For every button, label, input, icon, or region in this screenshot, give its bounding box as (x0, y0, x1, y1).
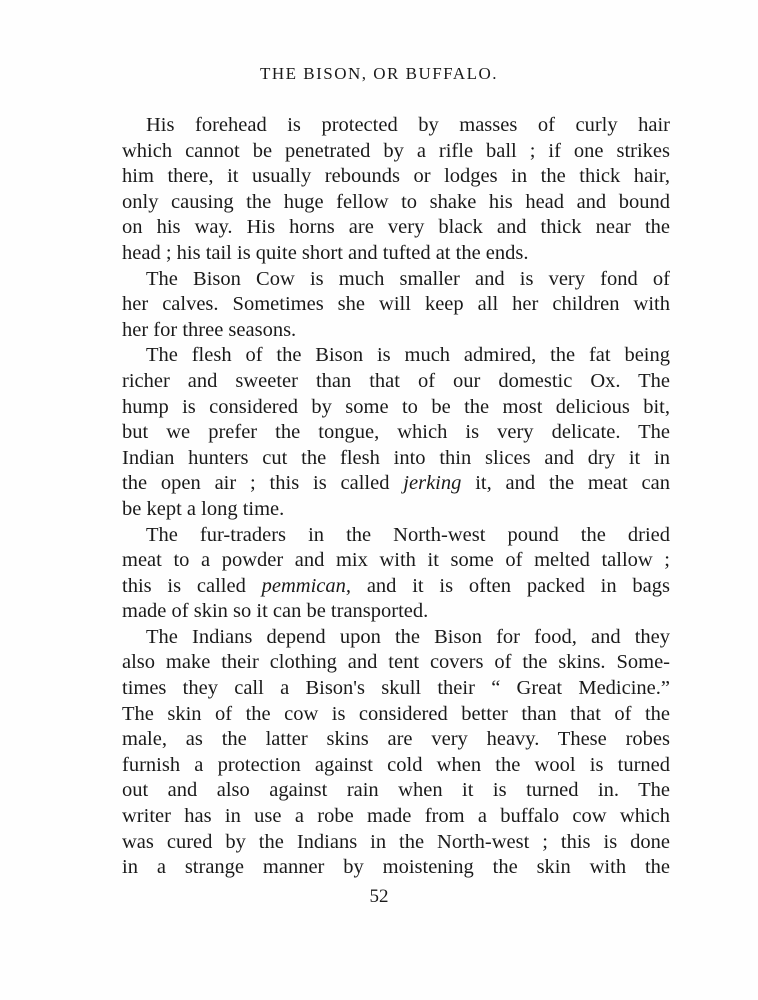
text-line: Indian hunters cut the flesh into thin slices and dry it in (122, 446, 670, 469)
text-line: her for three seasons. (122, 318, 297, 341)
text-run: and it is often packed in bags (351, 574, 670, 597)
text-run: it, and the meat can (461, 472, 670, 495)
text-run: the open air ; this is called (122, 472, 404, 495)
text-line (122, 574, 670, 600)
text-line: male, as the latter skins are very heavy. These robes (122, 728, 670, 751)
text-line (122, 471, 670, 497)
text-line: richer and sweeter than that of our domestic Ox. The (122, 369, 670, 392)
text-line: The skin of the cow is considered better than that of the (122, 702, 670, 725)
text-line: meat to a powder and mix with it some of melted tallow ; (122, 549, 670, 572)
italic-term-jerking: jerking (403, 472, 462, 495)
text-line: The Indians depend upon the Bison for food, and they (146, 625, 670, 648)
text-line: her calves. Sometimes she will keep all her children with (122, 293, 670, 316)
text-line: be kept a long time. (122, 497, 285, 520)
text-line: head ; his tail is quite short and tufted at the ends. (122, 241, 529, 264)
text-line: The fur-traders in the North-west pound the dried (146, 523, 670, 546)
italic-term-pemmican: pemmican, (261, 574, 352, 597)
text-line: him there, it usually rebounds or lodges in the thick hair, (122, 165, 670, 188)
text-line: also make their clothing and tent covers of the skins. Some- (122, 651, 670, 674)
text-line: which cannot be penetrated by a rifle ball ; if one strikes (122, 139, 670, 162)
text-line: His forehead is protected by masses of curly hair (146, 114, 670, 136)
text-line: on his way. His horns are very black and thick near the (122, 216, 670, 239)
text-line: The Bison Cow is much smaller and is very fond of (146, 267, 670, 290)
body-text (122, 113, 670, 881)
text-line: but we prefer the tongue, which is very delicate. The (122, 421, 670, 444)
running-head: THE BISON, OR BUFFALO. (259, 64, 499, 83)
text-line: was cured by the Indians in the North-west ; this is done (122, 830, 670, 853)
page-number: 52 (369, 886, 389, 907)
text-line: furnish a protection against cold when the wool is turned (122, 753, 670, 776)
text-line: The flesh of the Bison is much admired, the fat being (146, 344, 670, 367)
text-line: writer has in use a robe made from a buffalo cow which (122, 805, 670, 828)
text-line: hump is considered by some to be the most delicious bit, (122, 395, 670, 418)
text-line: only causing the huge fellow to shake his head and bound (122, 190, 670, 213)
text-line: out and also against rain when it is turned in. The (122, 779, 670, 802)
text-run: this is called (122, 574, 262, 597)
text-line: times they call a Bison's skull their “ Great Medicine.” (122, 677, 670, 700)
text-line: in a strange manner by moistening the skin with the (122, 856, 670, 879)
text-line: made of skin so it can be transported. (122, 600, 429, 623)
